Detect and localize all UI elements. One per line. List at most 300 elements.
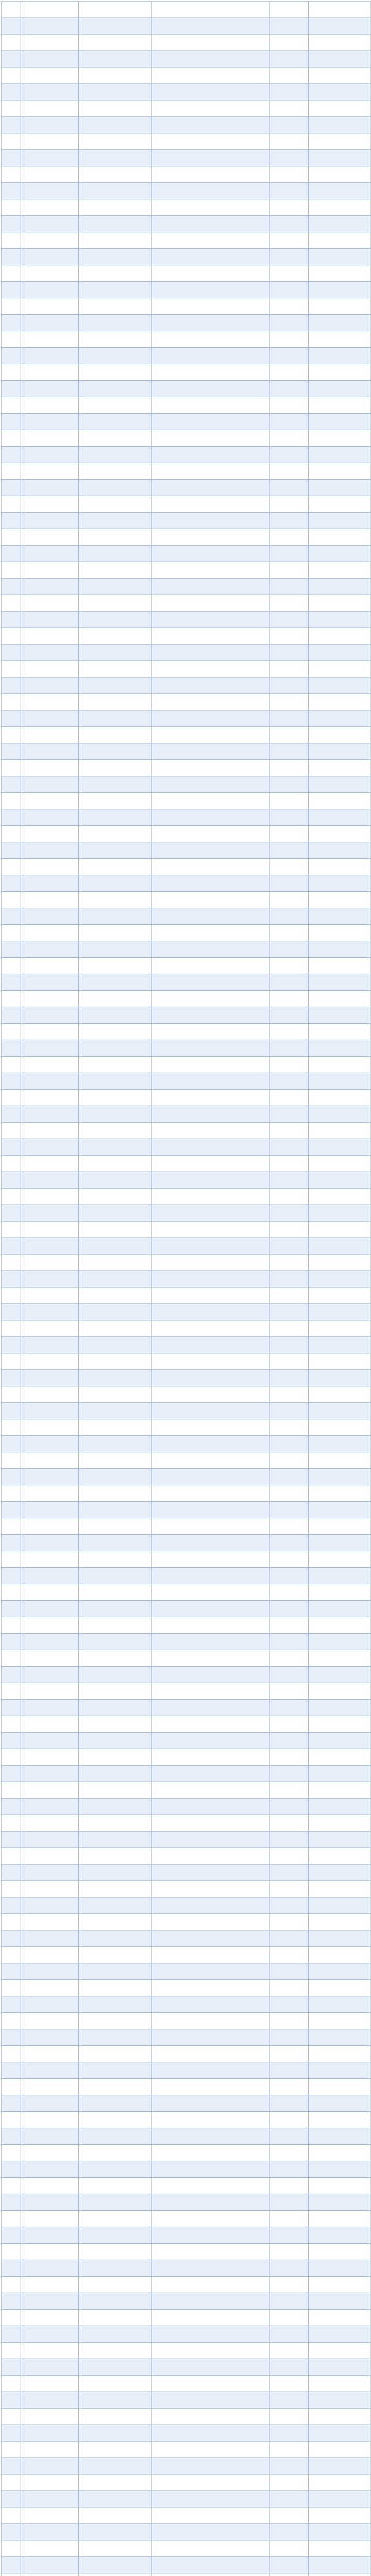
cell-name: [79, 2, 152, 18]
cell-number: [309, 842, 370, 859]
cell-name: [79, 694, 152, 710]
cell-name: [79, 546, 152, 562]
cell-name: [79, 1007, 152, 1024]
cell-region: [2, 166, 21, 183]
table-row: [2, 2310, 370, 2326]
cell-name: [79, 1897, 152, 1914]
cell-contact: [269, 1815, 309, 1832]
cell-region: [2, 1815, 21, 1832]
cell-number: [309, 1914, 370, 1930]
table-row: [2, 2557, 370, 2573]
cell-name: [79, 1700, 152, 1716]
cell-contact: [269, 397, 309, 414]
cell-address: [152, 2178, 269, 2194]
table-row: [2, 2277, 370, 2293]
cell-district: [21, 397, 79, 414]
cell-region: [2, 232, 21, 249]
cell-number: [309, 1832, 370, 1848]
cell-name: [79, 2145, 152, 2161]
table-row: [2, 1073, 370, 1090]
cell-region: [2, 2227, 21, 2244]
cell-contact: [269, 1222, 309, 1238]
cell-contact: [269, 2161, 309, 2178]
cell-name: [79, 1749, 152, 1766]
table-row: [2, 2145, 370, 2161]
cell-name: [79, 2409, 152, 2425]
cell-address: [152, 2557, 269, 2573]
cell-address: [152, 925, 269, 941]
cell-name: [79, 1337, 152, 1353]
cell-district: [21, 67, 79, 84]
cell-region: [2, 1617, 21, 1634]
cell-region: [2, 2, 21, 18]
cell-contact: [269, 331, 309, 348]
cell-number: [309, 2524, 370, 2540]
cell-address: [152, 364, 269, 381]
table-row: [2, 612, 370, 628]
cell-region: [2, 315, 21, 331]
cell-contact: [269, 1832, 309, 1848]
table-row: [2, 1320, 370, 1337]
cell-contact: [269, 2128, 309, 2145]
cell-region: [2, 1766, 21, 1782]
cell-name: [79, 183, 152, 199]
table-row: [2, 2376, 370, 2392]
cell-region: [2, 1518, 21, 1535]
table-row: [2, 1156, 370, 1172]
table-row: [2, 84, 370, 100]
cell-address: [152, 1601, 269, 1617]
cell-number: [309, 1287, 370, 1304]
cell-region: [2, 760, 21, 776]
cell-number: [309, 991, 370, 1007]
cell-address: [152, 348, 269, 364]
cell-address: [152, 2079, 269, 2095]
cell-district: [21, 875, 79, 892]
cell-address: [152, 1287, 269, 1304]
cell-region: [2, 2211, 21, 2227]
cell-number: [309, 1568, 370, 1584]
cell-name: [79, 199, 152, 216]
cell-contact: [269, 1584, 309, 1601]
cell-name: [79, 793, 152, 809]
cell-address: [152, 1799, 269, 1815]
cell-contact: [269, 1700, 309, 1716]
cell-contact: [269, 1419, 309, 1436]
cell-name: [79, 875, 152, 892]
cell-number: [309, 645, 370, 661]
cell-address: [152, 183, 269, 199]
cell-district: [21, 1749, 79, 1766]
cell-district: [21, 1469, 79, 1485]
cell-name: [79, 2392, 152, 2409]
cell-name: [79, 84, 152, 100]
table-row: [2, 1222, 370, 1238]
cell-contact: [269, 958, 309, 974]
cell-region: [2, 2293, 21, 2310]
cell-name: [79, 1090, 152, 1106]
cell-contact: [269, 1238, 309, 1255]
table-row: [2, 1287, 370, 1304]
cell-district: [21, 1304, 79, 1320]
cell-name: [79, 529, 152, 546]
cell-number: [309, 2376, 370, 2392]
cell-number: [309, 249, 370, 265]
table-row: [2, 2458, 370, 2475]
table-row: [2, 2244, 370, 2260]
cell-number: [309, 2475, 370, 2491]
cell-contact: [269, 579, 309, 595]
cell-name: [79, 1963, 152, 1980]
cell-address: [152, 265, 269, 282]
cell-district: [21, 612, 79, 628]
cell-region: [2, 1370, 21, 1386]
cell-district: [21, 1700, 79, 1716]
cell-region: [2, 1848, 21, 1865]
cell-region: [2, 2310, 21, 2326]
cell-district: [21, 941, 79, 958]
cell-number: [309, 579, 370, 595]
cell-contact: [269, 2293, 309, 2310]
cell-region: [2, 2029, 21, 2046]
cell-number: [309, 2095, 370, 2112]
cell-number: [309, 1667, 370, 1683]
cell-region: [2, 331, 21, 348]
cell-address: [152, 1897, 269, 1914]
cell-district: [21, 348, 79, 364]
cell-address: [152, 84, 269, 100]
cell-name: [79, 1222, 152, 1238]
cell-address: [152, 1106, 269, 1123]
cell-contact: [269, 826, 309, 842]
cell-address: [152, 529, 269, 546]
cell-number: [309, 1123, 370, 1139]
table-row: [2, 1568, 370, 1584]
cell-district: [21, 1485, 79, 1502]
cell-address: [152, 1832, 269, 1848]
cell-address: [152, 1189, 269, 1205]
cell-number: [309, 414, 370, 430]
cell-number: [309, 447, 370, 463]
cell-contact: [269, 974, 309, 991]
cell-number: [309, 1304, 370, 1320]
cell-name: [79, 381, 152, 397]
table-row: [2, 628, 370, 645]
cell-number: [309, 2557, 370, 2573]
cell-district: [21, 2540, 79, 2557]
cell-region: [2, 1881, 21, 1897]
cell-district: [21, 133, 79, 150]
table-row: [2, 710, 370, 727]
cell-address: [152, 743, 269, 760]
cell-region: [2, 381, 21, 397]
cell-number: [309, 1485, 370, 1502]
table-row: [2, 809, 370, 826]
cell-region: [2, 1667, 21, 1683]
cell-name: [79, 1584, 152, 1601]
cell-name: [79, 1452, 152, 1469]
cell-number: [309, 1271, 370, 1287]
table-row: [2, 1535, 370, 1551]
cell-name: [79, 1832, 152, 1848]
table-row: [2, 562, 370, 579]
cell-name: [79, 776, 152, 793]
cell-district: [21, 1255, 79, 1271]
cell-district: [21, 661, 79, 677]
table-row: [2, 117, 370, 133]
cell-region: [2, 809, 21, 826]
table-row: [2, 974, 370, 991]
cell-number: [309, 430, 370, 447]
cell-number: [309, 1782, 370, 1799]
cell-name: [79, 1518, 152, 1535]
table-row: [2, 1782, 370, 1799]
cell-number: [309, 1980, 370, 1996]
table-row: [2, 776, 370, 793]
cell-district: [21, 842, 79, 859]
cell-number: [309, 1386, 370, 1403]
cell-region: [2, 1337, 21, 1353]
cell-name: [79, 150, 152, 166]
cell-district: [21, 1914, 79, 1930]
table-row: [2, 1502, 370, 1518]
table-row: [2, 2128, 370, 2145]
table-row: [2, 199, 370, 216]
cell-name: [79, 2161, 152, 2178]
cell-contact: [269, 1930, 309, 1947]
cell-district: [21, 2095, 79, 2112]
cell-number: [309, 743, 370, 760]
cell-contact: [269, 67, 309, 84]
cell-contact: [269, 694, 309, 710]
cell-number: [309, 2409, 370, 2425]
table-row: [2, 51, 370, 67]
cell-address: [152, 1320, 269, 1337]
cell-address: [152, 1881, 269, 1897]
cell-region: [2, 991, 21, 1007]
cell-contact: [269, 150, 309, 166]
cell-address: [152, 117, 269, 133]
cell-number: [309, 1057, 370, 1073]
cell-contact: [269, 2112, 309, 2128]
cell-address: [152, 51, 269, 67]
cell-region: [2, 1156, 21, 1172]
cell-district: [21, 216, 79, 232]
cell-contact: [269, 117, 309, 133]
cell-name: [79, 1848, 152, 1865]
cell-number: [309, 133, 370, 150]
table-row: [2, 480, 370, 496]
cell-contact: [269, 1073, 309, 1090]
cell-number: [309, 2343, 370, 2359]
cell-region: [2, 1320, 21, 1337]
cell-district: [21, 1617, 79, 1634]
table-row: [2, 1469, 370, 1485]
cell-address: [152, 2029, 269, 2046]
cell-address: [152, 1650, 269, 1667]
cell-number: [309, 2326, 370, 2343]
cell-name: [79, 447, 152, 463]
cell-region: [2, 1238, 21, 1255]
cell-address: [152, 18, 269, 35]
cell-name: [79, 1485, 152, 1502]
table-row: [2, 2425, 370, 2442]
cell-contact: [269, 1139, 309, 1156]
table-row: [2, 1271, 370, 1287]
cell-name: [79, 315, 152, 331]
cell-name: [79, 1667, 152, 1683]
cell-address: [152, 1980, 269, 1996]
cell-number: [309, 265, 370, 282]
cell-district: [21, 760, 79, 776]
cell-district: [21, 1865, 79, 1881]
cell-number: [309, 1403, 370, 1419]
cell-district: [21, 1287, 79, 1304]
cell-contact: [269, 1601, 309, 1617]
cell-name: [79, 331, 152, 348]
cell-number: [309, 2029, 370, 2046]
cell-number: [309, 364, 370, 381]
cell-contact: [269, 661, 309, 677]
cell-district: [21, 1535, 79, 1551]
table-row: [2, 2095, 370, 2112]
cell-district: [21, 2310, 79, 2326]
cell-region: [2, 1073, 21, 1090]
cell-region: [2, 1568, 21, 1584]
cell-district: [21, 2178, 79, 2194]
cell-contact: [269, 2194, 309, 2211]
cell-district: [21, 645, 79, 661]
cell-contact: [269, 1189, 309, 1205]
table-row: [2, 1897, 370, 1914]
cell-district: [21, 2491, 79, 2507]
cell-address: [152, 232, 269, 249]
cell-address: [152, 1353, 269, 1370]
cell-number: [309, 2540, 370, 2557]
cell-address: [152, 133, 269, 150]
cell-address: [152, 1947, 269, 1963]
cell-name: [79, 513, 152, 529]
cell-name: [79, 1189, 152, 1205]
cell-number: [309, 1370, 370, 1386]
table-row: [2, 447, 370, 463]
cell-contact: [269, 364, 309, 381]
cell-address: [152, 1930, 269, 1947]
cell-address: [152, 1139, 269, 1156]
table-row: [2, 727, 370, 743]
cell-number: [309, 974, 370, 991]
cell-contact: [269, 232, 309, 249]
cell-district: [21, 1980, 79, 1996]
table-row: [2, 1716, 370, 1733]
cell-region: [2, 1123, 21, 1139]
cell-district: [21, 414, 79, 430]
cell-contact: [269, 2277, 309, 2293]
cell-region: [2, 1584, 21, 1601]
cell-district: [21, 776, 79, 793]
cell-address: [152, 2095, 269, 2112]
cell-name: [79, 1914, 152, 1930]
table-row: [2, 579, 370, 595]
table-row: [2, 892, 370, 908]
cell-region: [2, 1865, 21, 1881]
table-row: [2, 859, 370, 875]
table-row: [2, 1996, 370, 2013]
cell-contact: [269, 2540, 309, 2557]
cell-name: [79, 1057, 152, 1073]
table-row: [2, 2326, 370, 2343]
cell-number: [309, 677, 370, 694]
cell-district: [21, 2112, 79, 2128]
cell-contact: [269, 1320, 309, 1337]
cell-region: [2, 1650, 21, 1667]
cell-district: [21, 546, 79, 562]
cell-district: [21, 298, 79, 315]
cell-district: [21, 859, 79, 875]
cell-contact: [269, 1337, 309, 1353]
cell-number: [309, 546, 370, 562]
cell-name: [79, 1255, 152, 1271]
table-row: [2, 463, 370, 480]
cell-contact: [269, 166, 309, 183]
table-row: [2, 1304, 370, 1320]
cell-region: [2, 282, 21, 298]
cell-number: [309, 710, 370, 727]
cell-number: [309, 1683, 370, 1700]
cell-address: [152, 2458, 269, 2475]
cell-number: [309, 1106, 370, 1123]
cell-contact: [269, 1518, 309, 1535]
cell-name: [79, 2046, 152, 2062]
cell-contact: [269, 1436, 309, 1452]
table-row: [2, 1881, 370, 1897]
cell-region: [2, 2112, 21, 2128]
table-row: [2, 1436, 370, 1452]
cell-name: [79, 2013, 152, 2029]
cell-address: [152, 1172, 269, 1189]
cell-region: [2, 447, 21, 463]
cell-region: [2, 2409, 21, 2425]
cell-district: [21, 166, 79, 183]
cell-number: [309, 2161, 370, 2178]
cell-number: [309, 67, 370, 84]
table-row: [2, 315, 370, 331]
table-row: [2, 1683, 370, 1700]
cell-contact: [269, 2244, 309, 2260]
cell-district: [21, 2013, 79, 2029]
cell-district: [21, 2409, 79, 2425]
cell-number: [309, 1353, 370, 1370]
cell-region: [2, 1733, 21, 1749]
cell-name: [79, 760, 152, 776]
cell-number: [309, 628, 370, 645]
cell-number: [309, 1700, 370, 1716]
cell-district: [21, 1930, 79, 1947]
cell-contact: [269, 1551, 309, 1568]
cell-name: [79, 2442, 152, 2458]
table-row: [2, 1832, 370, 1848]
cell-address: [152, 1634, 269, 1650]
cell-name: [79, 1766, 152, 1782]
cell-contact: [269, 35, 309, 51]
cell-region: [2, 1386, 21, 1403]
cell-district: [21, 529, 79, 546]
cell-name: [79, 2458, 152, 2475]
cell-address: [152, 2475, 269, 2491]
cell-district: [21, 513, 79, 529]
cell-region: [2, 562, 21, 579]
cell-district: [21, 1189, 79, 1205]
